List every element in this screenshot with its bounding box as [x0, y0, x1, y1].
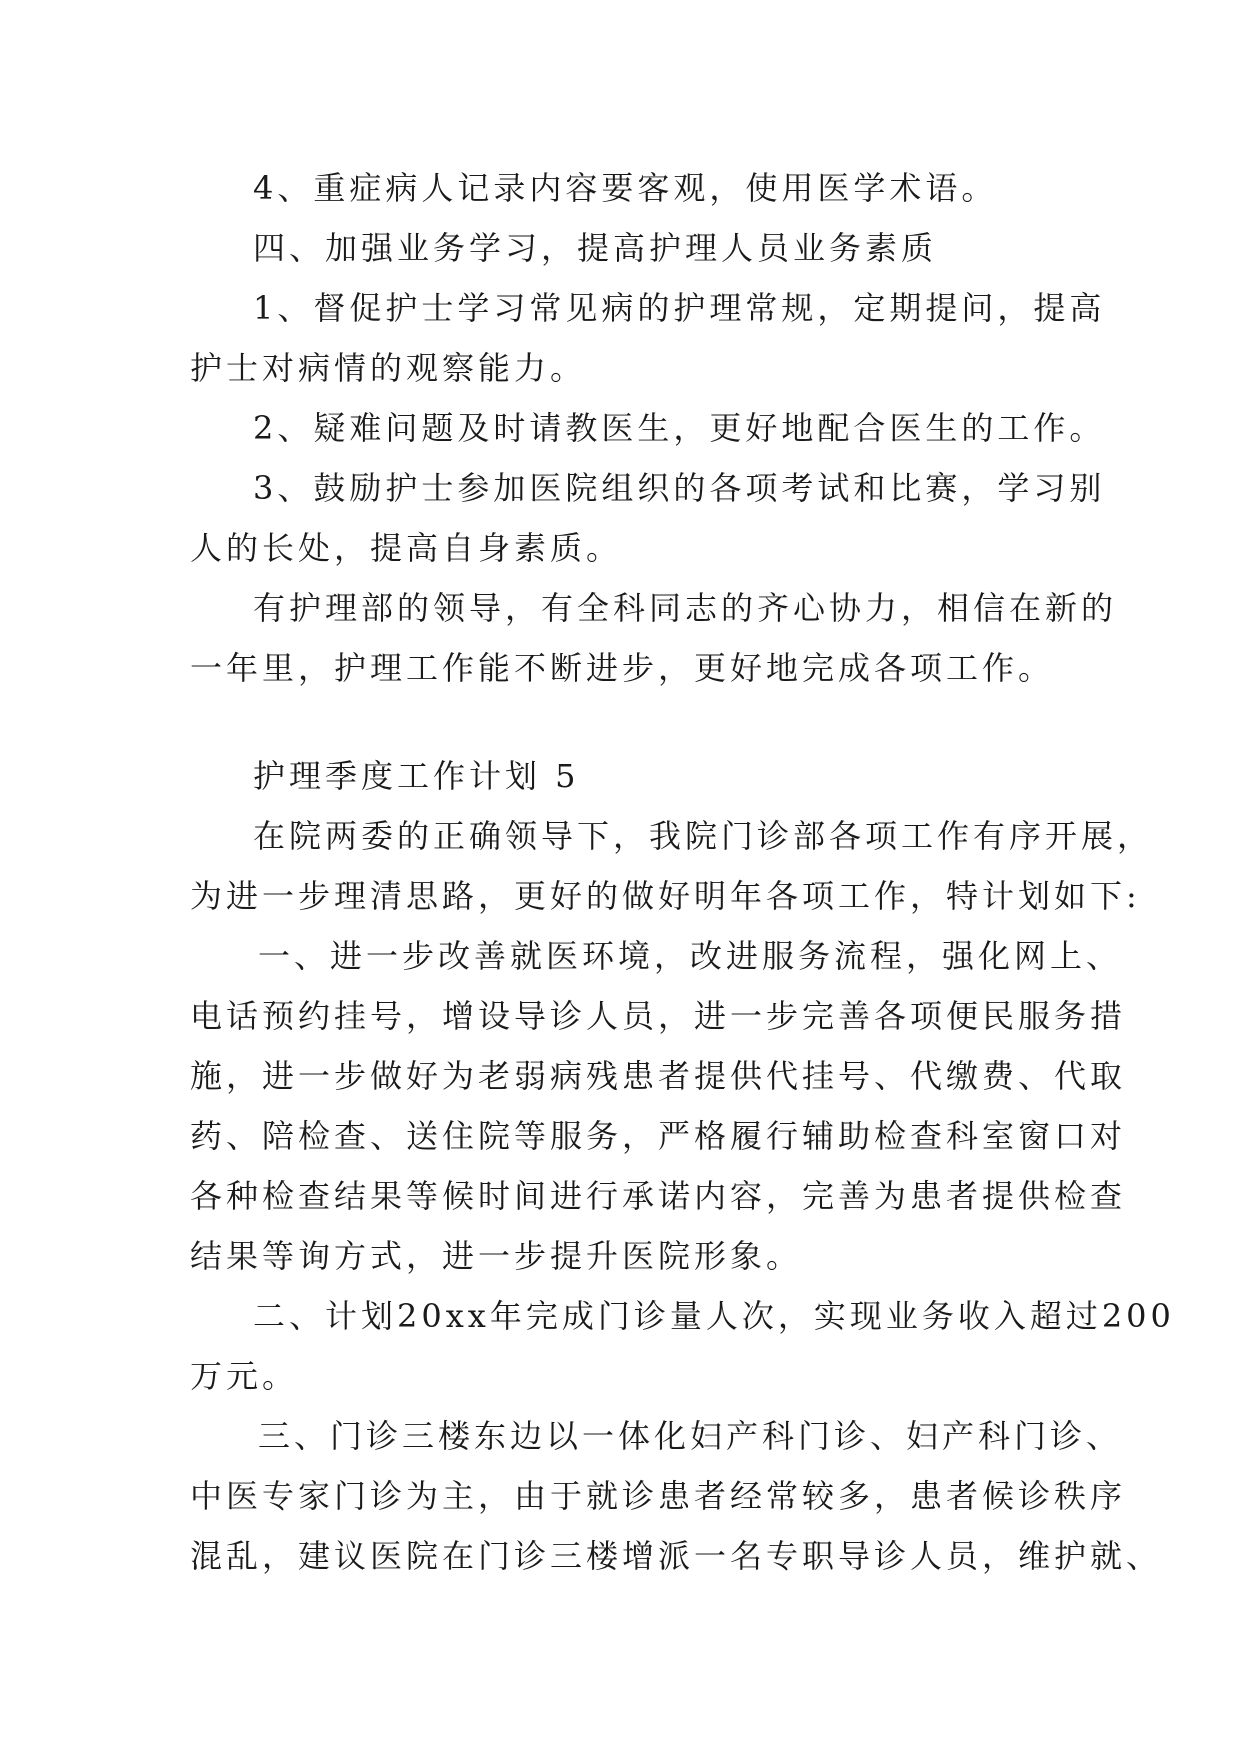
- text-line: 各种检查结果等候时间进行承诺内容，完善为患者提供检查: [190, 1177, 1127, 1215]
- text-line: 药、陪检查、送住院等服务，严格履行辅助检查科室窗口对: [190, 1117, 1127, 1155]
- text-line: 在院两委的正确领导下，我院门诊部各项工作有序开展，: [253, 817, 1154, 855]
- text-line: 为进一步理清思路，更好的做好明年各项工作，特计划如下:: [190, 877, 1141, 915]
- text-line: 混乱，建议医院在门诊三楼增派一名专职导诊人员，维护就、: [190, 1537, 1163, 1575]
- text-line: 三、门诊三楼东边以一体化妇产科门诊、妇产科门诊、: [258, 1417, 1123, 1455]
- section-title: 护理季度工作计划 5: [253, 757, 580, 795]
- text-line: 电话预约挂号，增设导诊人员，进一步完善各项便民服务措: [190, 997, 1127, 1035]
- text-line: 有护理部的领导，有全科同志的齐心协力，相信在新的: [253, 589, 1118, 627]
- text-line: 万元。: [190, 1357, 299, 1395]
- text-line: 一、进一步改善就医环境，改进服务流程，强化网上、: [258, 937, 1123, 975]
- text-line: 人的长处，提高自身素质。: [190, 529, 623, 567]
- text-line: 中医专家门诊为主，由于就诊患者经常较多，患者候诊秩序: [190, 1477, 1127, 1515]
- text-line: 结果等询方式，进一步提升医院形象。: [190, 1237, 803, 1275]
- text-line: 4、重症病人记录内容要客观，使用医学术语。: [253, 169, 998, 207]
- section-heading: 四、加强业务学习，提高护理人员业务素质: [253, 229, 938, 267]
- text-line: 二、计划20xx年完成门诊量人次，实现业务收入超过200: [253, 1297, 1175, 1335]
- text-line: 2、疑难问题及时请教医生，更好地配合医生的工作。: [253, 409, 1106, 447]
- text-line: 1、督促护士学习常见病的护理常规，定期提问，提高: [253, 289, 1106, 327]
- text-line: 施，进一步做好为老弱病残患者提供代挂号、代缴费、代取: [190, 1057, 1127, 1095]
- text-line: 护士对病情的观察能力。: [190, 349, 587, 387]
- text-line: 一年里，护理工作能不断进步，更好地完成各项工作。: [190, 649, 1055, 687]
- text-line: 3、鼓励护士参加医院组织的各项考试和比赛，学习别: [253, 469, 1106, 507]
